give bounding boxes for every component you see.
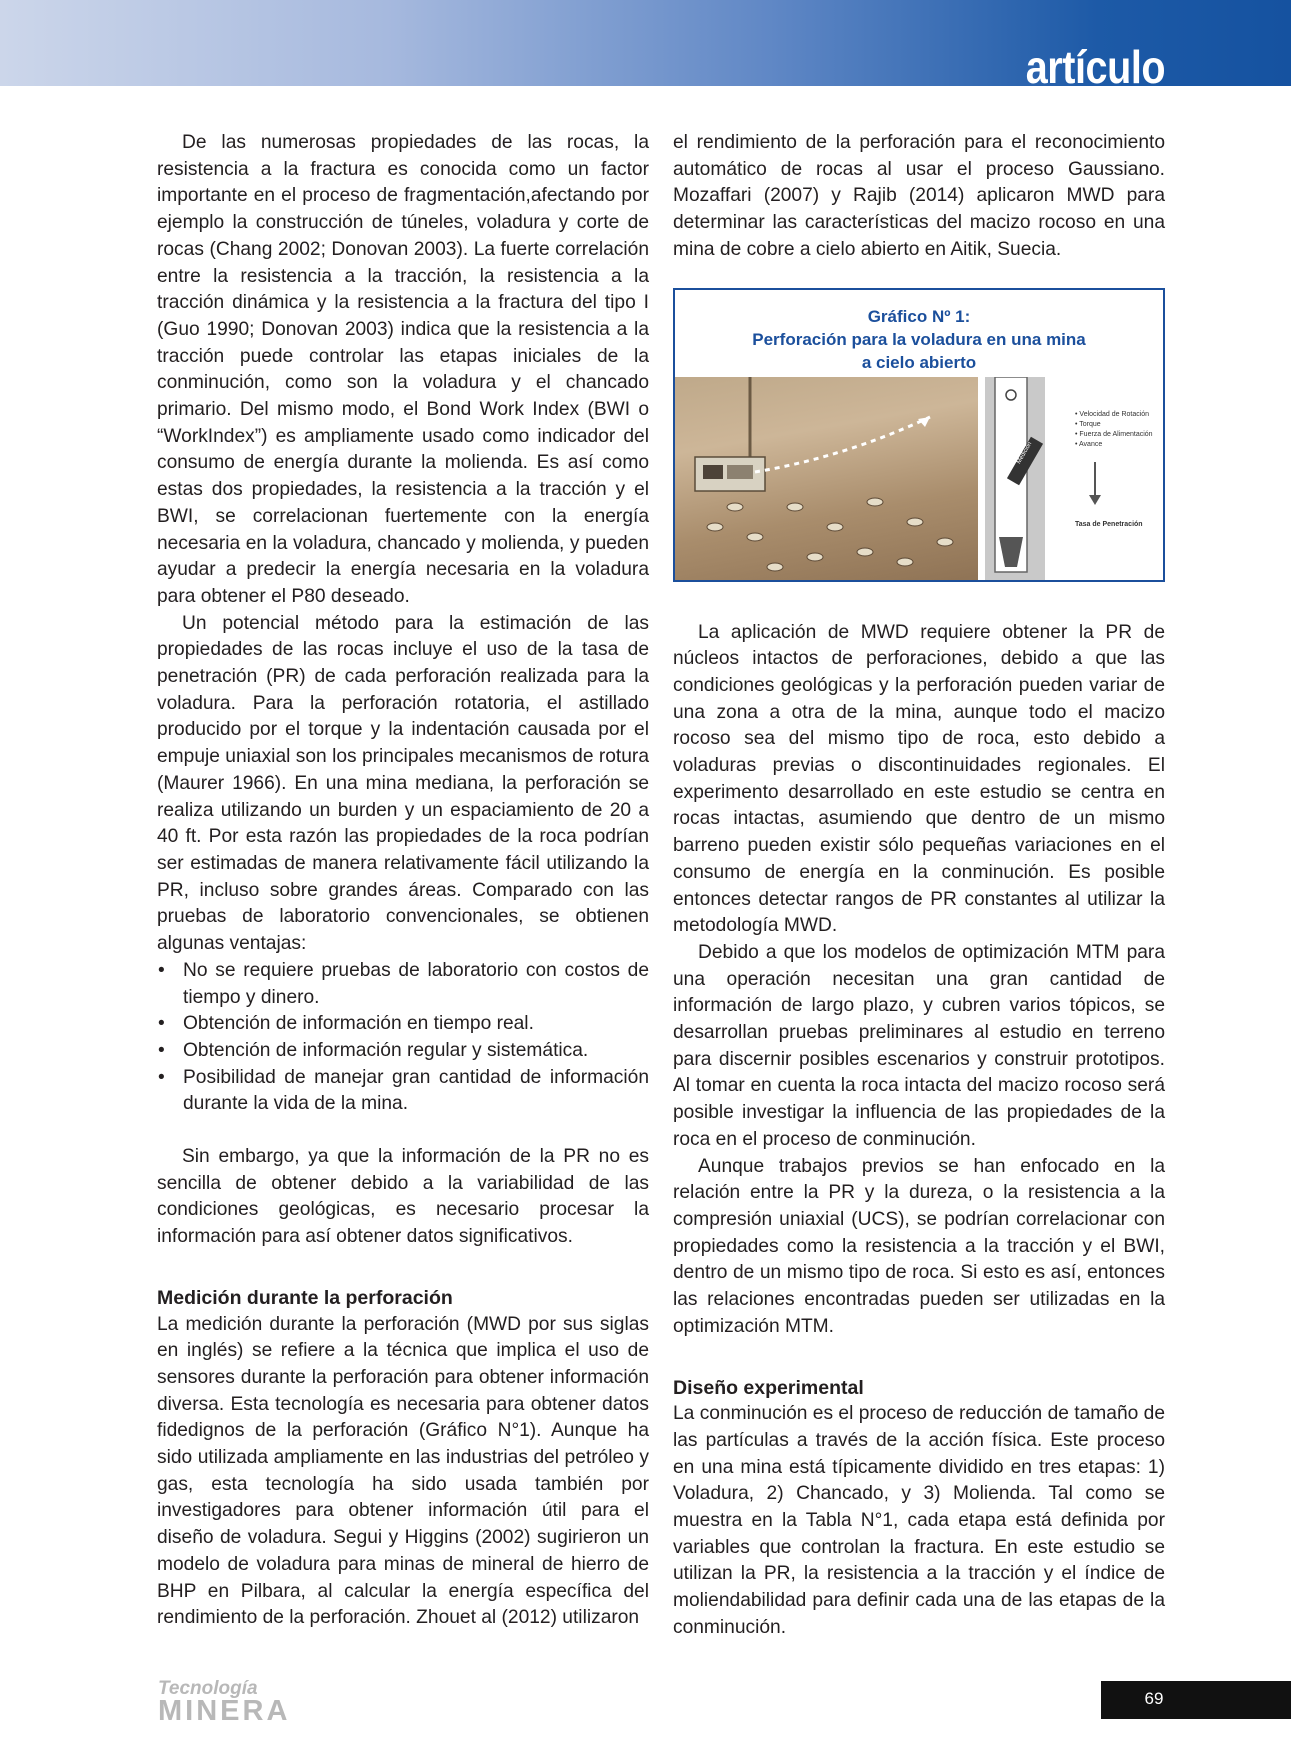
legend-item: • Avance xyxy=(1075,440,1153,450)
left-column xyxy=(157,130,649,1632)
bullet-icon: • xyxy=(158,1013,165,1035)
paragraph: La conminución es el proceso de reducción de tamaño de las partículas a través de la acción física. Este proceso en una mina está típicamente dividido en tres etapas: 1) Voladura, 2) Chancado, y 3) Molienda. Tal como se muestra en la Tabla N°1, cada etapa está definida por variables que controlan la fractura. En este estudio se utilizan la PR, la resistencia a la tracción y el índice de moliendabilidad para definir cada una de las etapas de la conminución. xyxy=(673,1403,1165,1638)
paragraph: De las numerosas propiedades de las rocas, la resistencia a la fractura es conocida como un factor importante en el proceso de fragmentación,afectando por ejemplo la construcción de túneles, voladura y corte de rocas (Chang 2002; Donovan 2003). La fuerte correlación entre la resistencia a la tracción, la resistencia a la tracción dinámica y la resistencia a la fractura del tipo I (Guo 1990; Donovan 2003) indica que la resistencia a la tracción puede controlar las etapas iniciales de la conminución, como son la voladura y el chancado primario. Del mismo modo, el Bond Work Index (BWI o “WorkIndex”) es ampliamente usado como indicador del consumo de energía durante la molienda. Es así como estas dos propiedades, la resistencia a la tracción y el BWI, se correlacionan fuertemente con la energía necesaria en la voladura, chancado y molienda, y pueden ayudar a predecir la energía necesaria en la voladura para obtener el P80 deseado. xyxy=(157,132,649,607)
figure-title-line: a cielo abierto xyxy=(861,352,977,372)
bullet-icon: • xyxy=(158,1066,165,1088)
drill-rig-illustration xyxy=(675,377,978,580)
drill-bit-diagram xyxy=(985,377,1163,580)
magazine-logo xyxy=(158,1678,291,1727)
paragraph: La aplicación de MWD requiere obtener la PR de núcleos intactos de perforaciones, debido a que las condiciones geológicas y la perforación pueden variar de una zona a otra de la mina, aunque todo el macizo rocoso sea del mismo tipo de roca, esto debido a voladuras previas o discontinuidades regionales. El experimento desarrollado en este estudio se centra en rocas intactas, asumiendo que dentro de un mismo barreno pueden existir sólo pequeñas variaciones en el consumo de energía en la conminución. Es posible entonces detectar rangos de PR constantes al utilizar la metodología MWD. xyxy=(673,621,1165,937)
paragraph: el rendimiento de la perforación para el reconocimiento automático de rocas al usar el proceso Gaussiano. Mozaffari (2007) y Rajib (2014) aplicaron MWD para determinar las características del macizo rocoso en una mina de cobre a cielo abierto en Aitik, Suecia. xyxy=(673,132,1165,260)
figure-title-line: Perforación para la voladura en una mina xyxy=(752,329,1086,349)
logo-line: MINERA xyxy=(158,1695,291,1727)
paragraph: Sin embargo, ya que la información de la PR no es sencilla de obtener debido a la variabilidad de las condiciones geológicas, es necesario procesar la información para así obtener datos significativos. xyxy=(157,1146,649,1248)
paragraph: La medición durante la perforación (MWD por sus siglas en inglés) se refiere a la técnica que implica el uso de sensores durante la perforación para obtener información diversa. Esta tecnología es necesaria para obtener datos fidedignos de la perforación (Gráfico N°1). Aunque ha sido utilizada ampliamente en las industrias del petróleo y gas, esta tecnología ha sido usada también por investigadores para obtener información útil para el diseño de voladura. Segui y Higgins (2002) sugirieron un modelo de voladura para minas de mineral de hierro de BHP en Pilbara, al calcular la energía específica del rendimiento de la perforación. Zhouet al (2012) utilizaron xyxy=(157,1313,649,1629)
section-heading: Diseño experimental xyxy=(673,1376,864,1399)
right-column xyxy=(673,130,1165,1642)
legend-item: • Fuerza de Alimentación xyxy=(1075,430,1153,440)
section-heading: Medición durante la perforación xyxy=(157,1286,453,1309)
bullet-icon: • xyxy=(158,1039,165,1061)
page-number-box xyxy=(1101,1681,1291,1719)
figure-title xyxy=(675,290,1163,374)
header-banner xyxy=(0,0,1291,93)
list-item-text: Posibilidad de manejar gran cantidad de información durante la vida de la mina. xyxy=(183,1066,649,1115)
paragraph: Debido a que los modelos de optimización MTM para una operación necesitan una gran cantidad de información de largo plazo, y cubren varios tópicos, se desarrollan pruebas preliminares al estudio en terreno para discernir posibles escenarios y construir prototipos. Al tomar en cuenta la roca intacta del macizo rocoso será posible investigar la influencia de las propiedades de la roca en el proceso de conminución. xyxy=(673,941,1165,1150)
page-number: 69 xyxy=(1144,1689,1164,1708)
bullet-icon: • xyxy=(158,959,165,981)
figure-drilling xyxy=(673,288,1165,582)
list-item-text: Obtención de información en tiempo real. xyxy=(183,1013,534,1035)
list-item xyxy=(157,1011,649,1038)
list-item xyxy=(157,958,649,1011)
list-item xyxy=(157,1065,649,1118)
legend-item: • Torque xyxy=(1075,420,1153,430)
logo-line: Tecnología xyxy=(158,1678,258,1699)
advantages-list xyxy=(157,958,649,1118)
paragraph: Aunque trabajos previos se han enfocado en la relación entre la PR y la dureza, o la resistencia a la compresión uniaxial (UCS), se podrían correlacionar con propiedades como la resistencia a la tracción y el BWI, dentro de un mismo tipo de roca. Si esto es así, entonces las relaciones encontradas pueden ser utilizadas en la optimización MTM. xyxy=(673,1155,1165,1337)
drill-rig-photo xyxy=(675,377,978,580)
paragraph: Un potencial método para la estimación de las propiedades de las rocas incluye el uso de la tasa de penetración (PR) de cada perforación realizada para la voladura. Para la perforación rotatoria, el astillado producido por el torque y la indentación causada por el empuje uniaxial son los principales mecanismos de rotura (Maurer 1966). En una mina mediana, la perforación se realiza utilizando un burden y un espaciamiento de 20 a 40 ft. Por esta razón las propiedades de la roca podrían ser estimadas de manera relativamente fácil utilizando la PR, incluso sobre grandes áreas. Comparado con las pruebas de laboratorio convencionales, se obtienen algunas ventajas: xyxy=(157,612,649,955)
penetration-rate-label: Tasa de Penetración xyxy=(1075,520,1143,528)
figure-title-line: Gráfico Nº 1: xyxy=(867,306,971,326)
list-item xyxy=(157,1038,649,1065)
section-label: artículo xyxy=(1025,41,1165,93)
list-item-text: Obtención de información regular y sistemática. xyxy=(183,1039,589,1061)
list-item-text: No se requiere pruebas de laboratorio con costos de tiempo y dinero. xyxy=(183,959,649,1008)
figure-legend xyxy=(1075,410,1153,450)
sensor-label: Medición xyxy=(1016,440,1034,465)
legend-item: • Velocidad de Rotación xyxy=(1075,410,1153,420)
